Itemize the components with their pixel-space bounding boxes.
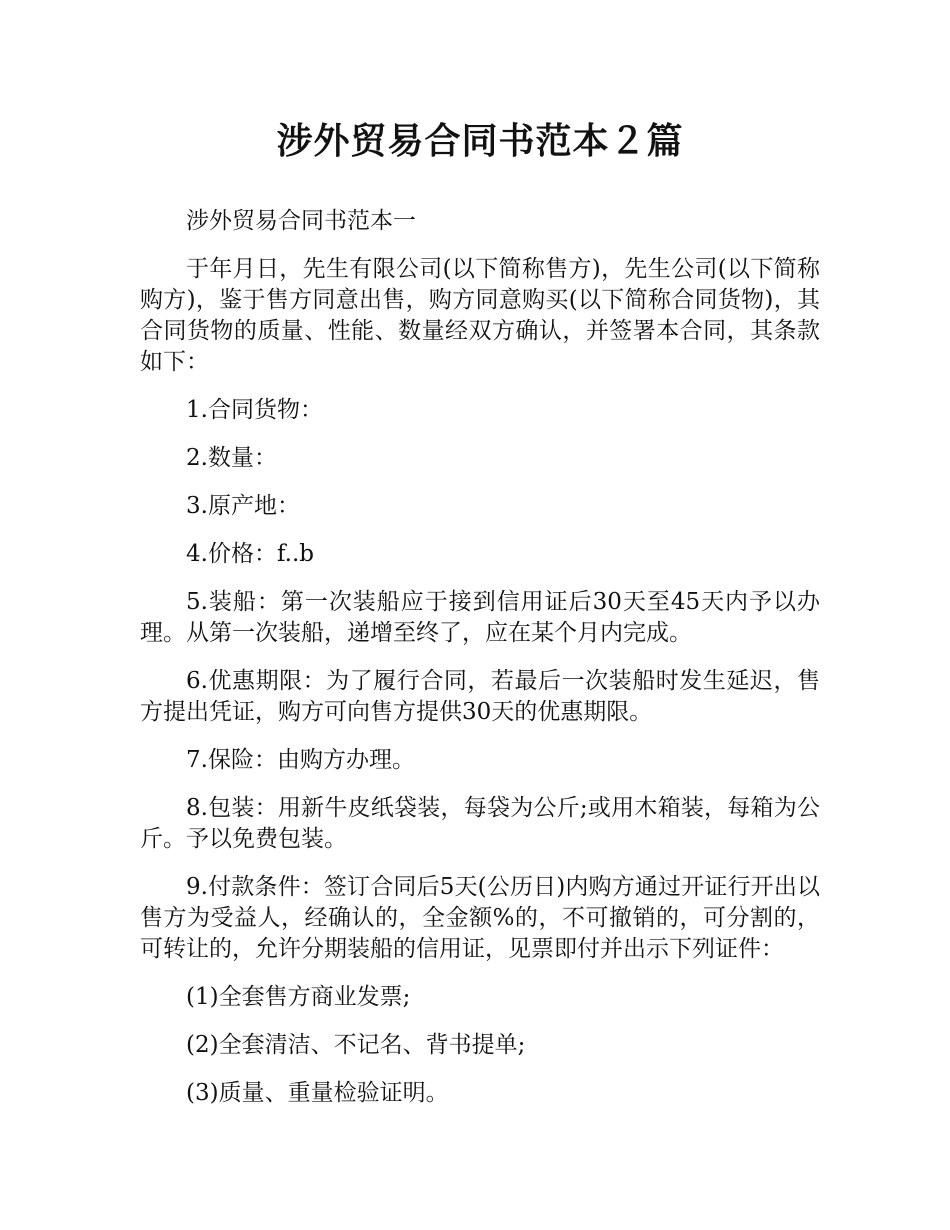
document-item-invoice: (1)全套售方商业发票; <box>186 984 411 1010</box>
clause-packing: 8.包装：用新牛皮纸袋装，每袋为公斤;或用木箱装，每箱为公斤。予以免费包装。 <box>140 795 820 852</box>
document-title: 涉外贸易合同书范本２篇 <box>276 121 684 162</box>
clause-origin: 3.原产地： <box>186 493 300 519</box>
clause-shipment: 5.装船：第一次装船应于接到信用证后30天至45天内予以办理。从第一次装船，递增至终了，应在某个月内完成。 <box>140 589 820 646</box>
clause-payment: 9.付款条件：签订合同后5天(公历日)内购方通过开证行开出以售方为受益人，经确认的，全金额%的，不可撤销的，可分割的，可转让的，允许分期装船的信用证，见票即付并出示下列证件： <box>140 874 820 962</box>
clause-insurance: 7.保险：由购方办理。 <box>186 747 415 773</box>
clause-grace-period: 6.优惠期限：为了履行合同，若最后一次装船时发生延迟，售方提出凭证，购方可向售方提供30天的优惠期限。 <box>140 668 820 725</box>
clause-price: 4.价格：f..b <box>186 541 314 567</box>
paragraph-intro: 于年月日，先生有限公司(以下简称售方)，先生公司(以下简称购方)，鉴于售方同意出售，购方同意购买(以下简称合同货物)，其合同货物的质量、性能、数量经双方确认，并签署本合同，其条款如下： <box>140 256 820 375</box>
clause-quantity: 2.数量： <box>186 445 277 471</box>
document-item-inspection: (3)质量、重量检验证明。 <box>186 1080 449 1106</box>
section-heading: 涉外贸易合同书范本一 <box>186 208 416 234</box>
document-item-bill-of-lading: (2)全套清洁、不记名、背书提单; <box>186 1032 526 1058</box>
clause-goods: 1.合同货物： <box>186 397 323 423</box>
document-page <box>140 112 820 1126</box>
